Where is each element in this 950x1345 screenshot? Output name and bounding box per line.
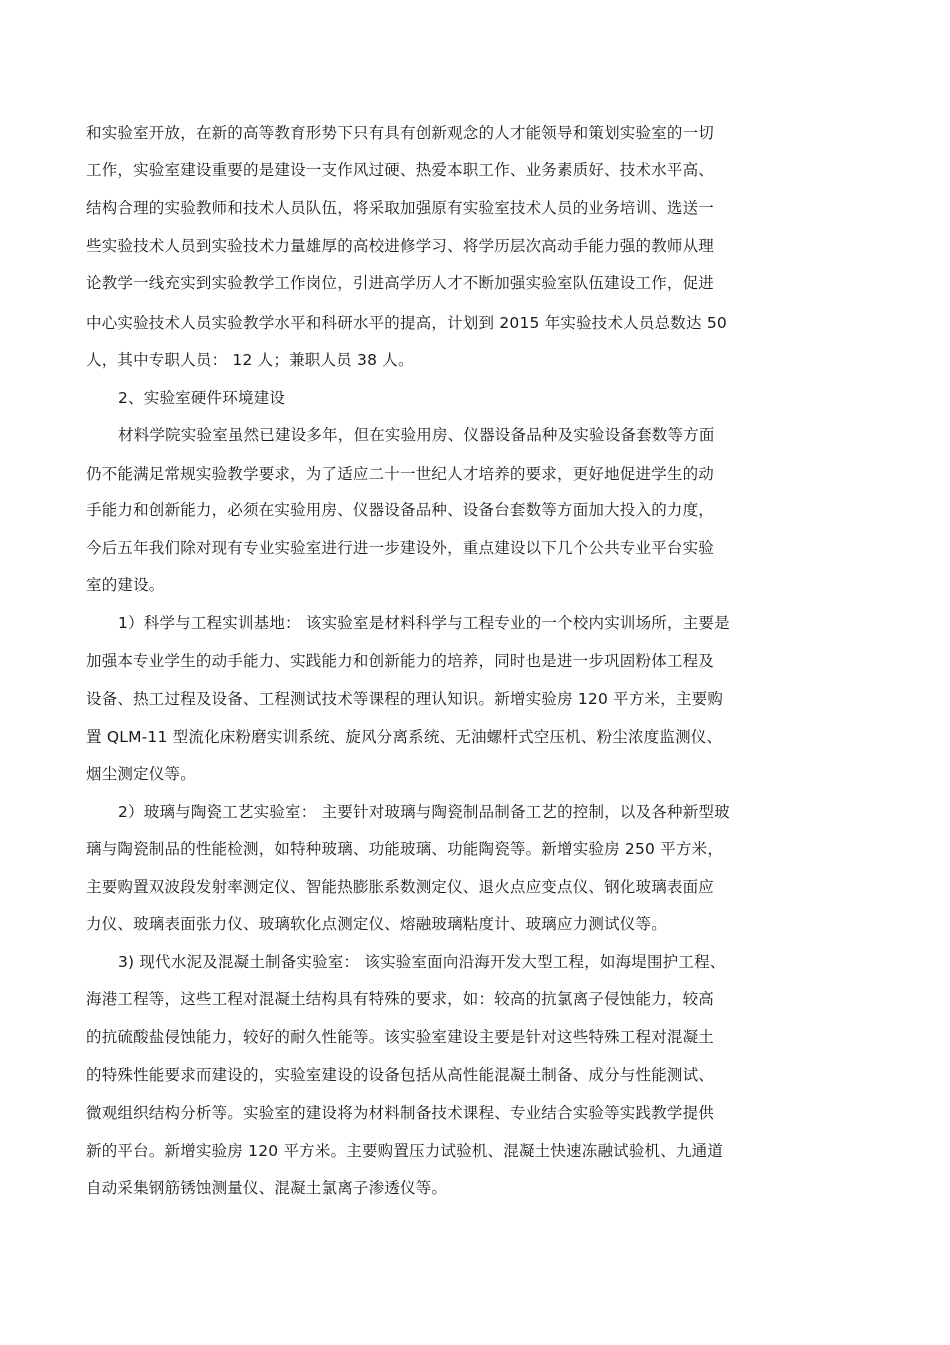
paragraph-line: 璃与陶瓷制品的性能检测，如特种玻璃、功能玻璃、功能陶瓷等。新增实验房 250 平方米， bbox=[86, 840, 724, 858]
paragraph-line: 中心实验技术人员实验教学水平和科研水平的提高，计划到 2015 年实验技术人员总数达 50 bbox=[86, 314, 727, 332]
paragraph-line: 自动采集钢筋锈蚀测量仪、混凝土氯离子渗透仪等。 bbox=[86, 1179, 448, 1197]
paragraph-line: 和实验室开放，在新的高等教育形势下只有具有创新观念的人才能领导和策划实验室的一切 bbox=[86, 124, 715, 142]
paragraph-line: 烟尘测定仪等。 bbox=[86, 765, 196, 783]
paragraph-line: 今后五年我们除对现有专业实验室进行进一步建设外，重点建设以下几个公共专业平台实验 bbox=[86, 539, 715, 557]
paragraph-line: 微观组织结构分析等。实验室的建设将为材料制备技术课程、专业结合实验等实践教学提供 bbox=[86, 1104, 715, 1122]
paragraph-line: 材料学院实验室虽然已建设多年，但在实验用房、仪器设备品种及实验设备套数等方面 bbox=[118, 426, 715, 444]
paragraph-line: 置 QLM-11 型流化床粉磨实训系统、旋风分离系统、无油螺杆式空压机、粉尘浓度监测仪、 bbox=[86, 728, 723, 746]
paragraph-line: 加强本专业学生的动手能力、实践能力和创新能力的培养，同时也是进一步巩固粉体工程及 bbox=[86, 652, 715, 670]
paragraph-line: 设备、热工过程及设备、工程测试技术等课程的理认知识。新增实验房 120 平方米，主要购 bbox=[86, 690, 724, 708]
paragraph-line: 人，其中专职人员： 12 人；兼职人员 38 人。 bbox=[86, 351, 414, 369]
paragraph-line: 手能力和创新能力，必须在实验用房、仪器设备品种、设备台套数等方面加大投入的力度， bbox=[86, 501, 715, 519]
paragraph-line: 工作，实验室建设重要的是建设一支作风过硬、热爱本职工作、业务素质好、技术水平高、 bbox=[86, 161, 715, 179]
list-item-line: 1）科学与工程实训基地： 该实验室是材料科学与工程专业的一个校内实训场所，主要是 bbox=[118, 614, 730, 632]
paragraph-line: 结构合理的实验教师和技术人员队伍，将采取加强原有实验室技术人员的业务培训、选送一 bbox=[86, 199, 715, 217]
section-heading: 2、实验室硬件环境建设 bbox=[118, 389, 286, 407]
list-item-line: 2）玻璃与陶瓷工艺实验室： 主要针对玻璃与陶瓷制品制备工艺的控制，以及各种新型玻 bbox=[118, 803, 730, 821]
paragraph-line: 仍不能满足常规实验教学要求，为了适应二十一世纪人才培养的要求，更好地促进学生的动 bbox=[86, 465, 715, 483]
paragraph-line: 些实验技术人员到实验技术力量雄厚的高校进修学习、将学历层次高动手能力强的教师从理 bbox=[86, 237, 715, 255]
paragraph-line: 室的建设。 bbox=[86, 576, 165, 594]
paragraph-line: 海港工程等，这些工程对混凝土结构具有特殊的要求，如：较高的抗氯离子侵蚀能力，较高 bbox=[86, 990, 715, 1008]
paragraph-line: 新的平台。新增实验房 120 平方米。主要购置压力试验机、混凝土快速冻融试验机、九通道 bbox=[86, 1142, 724, 1160]
paragraph-line: 的特殊性能要求而建设的，实验室建设的设备包括从高性能混凝土制备、成分与性能测试、 bbox=[86, 1066, 715, 1084]
paragraph-line: 的抗硫酸盐侵蚀能力，较好的耐久性能等。该实验室建设主要是针对这些特殊工程对混凝土 bbox=[86, 1028, 715, 1046]
list-item-line: 3) 现代水泥及混凝土制备实验室： 该实验室面向沿海开发大型工程，如海堤围护工程、 bbox=[118, 953, 726, 971]
paragraph-line: 论教学一线充实到实验教学工作岗位，引进高学历人才不断加强实验室队伍建设工作，促进 bbox=[86, 274, 715, 292]
paragraph-line: 力仪、玻璃表面张力仪、玻璃软化点测定仪、熔融玻璃粘度计、玻璃应力测试仪等。 bbox=[86, 915, 667, 933]
paragraph-line: 主要购置双波段发射率测定仪、智能热膨胀系数测定仪、退火点应变点仪、钢化玻璃表面应 bbox=[86, 878, 715, 896]
